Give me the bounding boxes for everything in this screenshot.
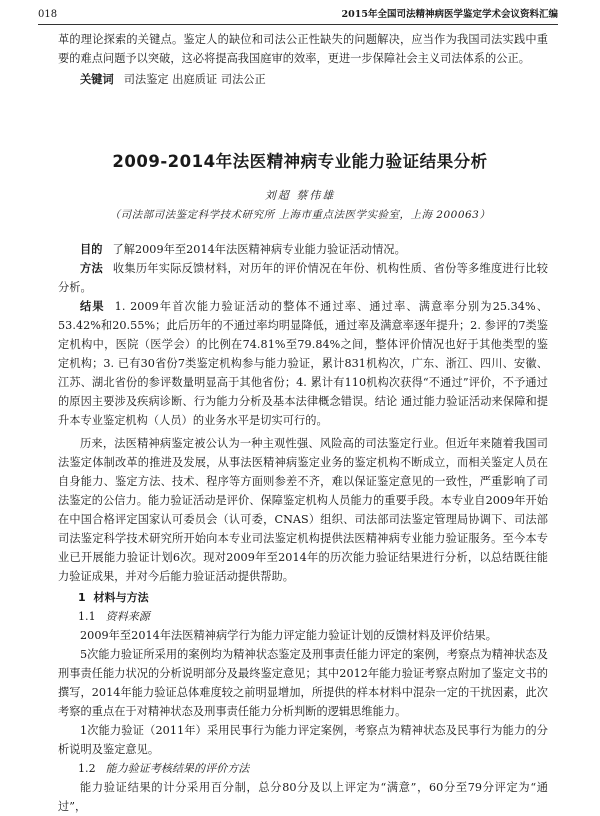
results-text: 1. 2009年首次能力验证活动的整体不通过率、通过率、满意率分别为25.34%、53.42%和20.55%；此后历年的不通过率均明显降低，通过率及满意率逐年提升；2. 参评的7类鉴定机构中，医院（医学会）的比例在74.81%至79.84%之间，整体评价情况也好于其他类型的鉴定机构；3. 已有30省份7类鉴定机构参与能力验证，累计831机构次，广东、浙江、四川、安徽、江苏、湖北省份的参评数量明显高于其他省份；4. 累计有110机构次获得“不通过”评价，不予通过的原因主要涉及疾病诊断、行为能力分析及基本法律概念错误。结论 通过能力验证活动来保障和提升本专业鉴定机构（人员）的业务水平是切实可行的。: [58, 300, 548, 427]
section-1-heading: [58, 588, 548, 607]
previous-article-tail: [58, 30, 548, 89]
method-label: 方法: [80, 261, 103, 275]
section-1-1-number: 1.1: [78, 610, 96, 623]
results-label: 结果: [80, 299, 105, 313]
section-1-2-title: 能力验证考核结果的评价方法: [105, 762, 250, 775]
keywords-label: 关键词: [80, 72, 114, 86]
section-1-number: 1: [78, 591, 86, 604]
abstract-method: [58, 259, 548, 297]
previous-article-keywords: [80, 70, 548, 89]
section-1-2-heading: [78, 759, 548, 778]
article-affiliation: （司法部司法鉴定科学技术研究所 上海市重点法医学实验室，上海 200063）: [109, 209, 491, 221]
objective-text: 了解2009年至2014年法医精神病专业能力验证活动情况。: [112, 243, 406, 256]
section-1-2-paragraph-1: 能力验证结果的计分采用百分制，总分80分及以上评定为“满意”，60分至79分评定为“通过”，: [58, 781, 548, 813]
method-text: 收集历年实际反馈材料，对历年的评价情况在年份、机构性质、省份等多维度进行比较分析。: [58, 262, 548, 294]
section-1-1-title: 资料来源: [105, 610, 150, 623]
page-number: 018: [38, 9, 58, 20]
section-1-title: 材料与方法: [93, 591, 149, 604]
keywords-value: 司法鉴定 出庭质证 司法公正: [123, 73, 266, 86]
introduction-paragraph: 历来，法医精神病鉴定被公认为一种主观性强、风险高的司法鉴定行业。但近年来随着我国司法鉴定体制改革的推进及发展，从事法医精神病鉴定业务的鉴定机构不断成立，而相关鉴定人员在自身能力、鉴定方法、技术、程序等方面则参差不齐，难以保证鉴定意见的一致性，严重影响了司法鉴定的公信力。能力验证活动是评价、保障鉴定机构人员能力的重要手段。本专业自2009年开始在中国合格评定国家认可委员会（认可委，CNAS）组织、司法部司法鉴定管理局协调下、司法部司法鉴定科学技术研究所开始向本专业司法鉴定机构提供法医精神病专业能力验证服务。至今本专业已开展能力验证计划6次。现对2009年至2014年的历次能力验证结果进行分析，以总结既往能力验证成果，并对今后能力验证活动提供帮助。: [58, 437, 548, 583]
section-1-1-heading: [78, 607, 548, 626]
objective-label: 目的: [80, 242, 103, 256]
abstract-results: [58, 297, 548, 430]
running-header: [38, 6, 558, 25]
section-1-1-paragraph-3: 1次能力验证（2011年）采用民事行为能力评定案例，考察点为精神状态及民事行为能力的分析说明及鉴定意见。: [58, 724, 548, 756]
article-title: 2009-2014年法医精神病专业能力验证结果分析: [112, 152, 488, 171]
previous-article-paragraph: 革的理论探索的关键点。鉴定人的缺位和司法公正性缺失的问题解决，应当作为我国司法实践中重要的难点问题予以突破，这必将提高我国庭审的效率，更进一步保障社会主义司法体系的公正。: [58, 33, 548, 65]
section-1-1-paragraph-1: 2009年至2014年法医精神病学行为能力评定能力验证计划的反馈材料及评价结果。: [80, 629, 497, 642]
journal-title: 2015年全国司法精神病医学鉴定学术会议资料汇编: [341, 9, 558, 20]
section-1-1-paragraph-2: 5次能力验证所采用的案例均为精神状态鉴定及刑事责任能力评定的案例，考察点为精神状态及刑事责任能力状况的分析说明部分及最终鉴定意见；其中2012年能力验证考察点附加了鉴定文书的撰写，2014年能力验证总体难度较之前明显增加，所提供的样本材料中混杂一定的干扰因素，此次考察的重点在于对精神状态及刑事责任能力分析判断的逻辑思维能力。: [58, 648, 548, 718]
abstract-objective: [58, 240, 548, 259]
article-body: [58, 240, 548, 816]
section-1-2-number: 1.2: [78, 762, 96, 775]
article-authors: 刘超 蔡伟雄: [264, 189, 336, 202]
